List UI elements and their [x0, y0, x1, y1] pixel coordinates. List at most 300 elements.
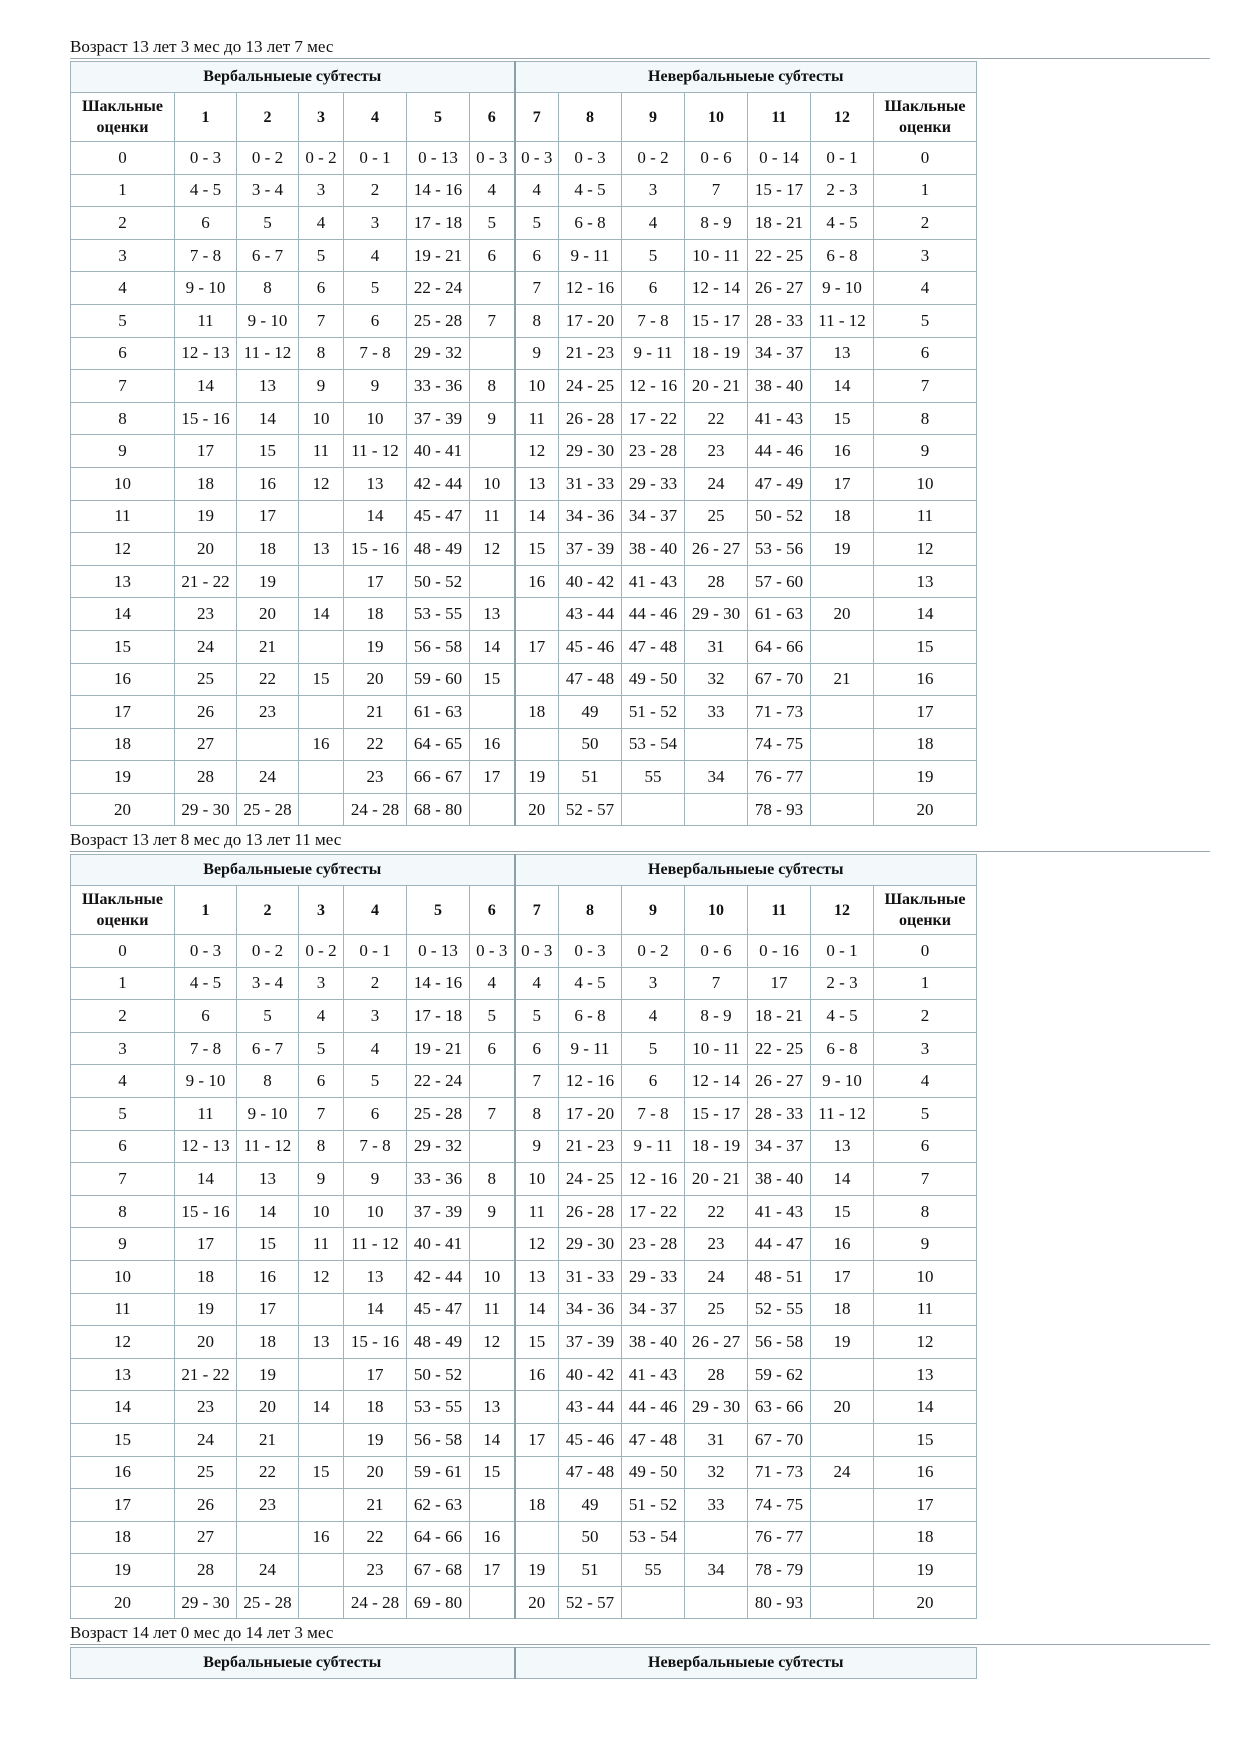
- table-row: [71, 1228, 977, 1261]
- raw-score-cell: [299, 500, 344, 533]
- raw-score-cell: 10: [344, 1195, 407, 1228]
- raw-score-cell: 17: [237, 500, 299, 533]
- raw-score-cell: 0 - 1: [344, 142, 407, 175]
- raw-score-cell: 15: [515, 533, 559, 566]
- raw-score-cell: 9 - 10: [811, 1065, 874, 1098]
- raw-score-cell: 34: [685, 761, 748, 794]
- raw-score-cell: [811, 565, 874, 598]
- raw-score-cell: [299, 1586, 344, 1619]
- table-row: [71, 1521, 977, 1554]
- scaled-score-cell: 12: [71, 1326, 175, 1359]
- raw-score-cell: 7: [515, 272, 559, 305]
- raw-score-cell: 22: [685, 1195, 748, 1228]
- raw-score-cell: 26 - 28: [559, 1195, 622, 1228]
- raw-score-cell: 47 - 49: [748, 467, 811, 500]
- scaled-score-cell-right: 17: [874, 1489, 977, 1522]
- raw-score-cell: [299, 1489, 344, 1522]
- col-header: 2: [237, 93, 299, 142]
- raw-score-cell: 49 - 50: [622, 1456, 685, 1489]
- raw-score-cell: [811, 1521, 874, 1554]
- raw-score-cell: 17: [515, 630, 559, 663]
- raw-score-cell: 37 - 39: [559, 533, 622, 566]
- raw-score-cell: 9 - 11: [559, 1032, 622, 1065]
- raw-score-cell: 13: [470, 598, 515, 631]
- raw-score-cell: 44 - 46: [622, 598, 685, 631]
- raw-score-cell: 21: [344, 1489, 407, 1522]
- raw-score-cell: 4: [622, 1000, 685, 1033]
- scaled-score-cell-right: 3: [874, 1032, 977, 1065]
- raw-score-cell: 10 - 11: [685, 1032, 748, 1065]
- raw-score-cell: 14: [237, 402, 299, 435]
- raw-score-cell: 4: [515, 967, 559, 1000]
- raw-score-cell: 22: [685, 402, 748, 435]
- raw-score-cell: 10: [470, 467, 515, 500]
- raw-score-cell: 25 - 28: [237, 1586, 299, 1619]
- raw-score-cell: 19 - 21: [407, 239, 470, 272]
- raw-score-cell: 6 - 8: [559, 1000, 622, 1033]
- raw-score-cell: 31 - 33: [559, 467, 622, 500]
- raw-score-cell: 40 - 41: [407, 435, 470, 468]
- col-header: 5: [407, 93, 470, 142]
- raw-score-cell: 0 - 1: [811, 935, 874, 968]
- raw-score-cell: 12 - 16: [622, 1163, 685, 1196]
- raw-score-cell: 7 - 8: [344, 1130, 407, 1163]
- raw-score-cell: 12: [515, 1228, 559, 1261]
- scaled-score-cell-right: 12: [874, 533, 977, 566]
- raw-score-cell: 24: [685, 467, 748, 500]
- raw-score-cell: 59 - 60: [407, 663, 470, 696]
- raw-score-cell: [470, 793, 515, 826]
- raw-score-cell: 15 - 16: [175, 402, 237, 435]
- table-row: [71, 630, 977, 663]
- raw-score-cell: 34 - 37: [622, 1293, 685, 1326]
- raw-score-cell: 41 - 43: [748, 1195, 811, 1228]
- raw-score-cell: 0 - 16: [748, 935, 811, 968]
- raw-score-cell: 5: [299, 1032, 344, 1065]
- raw-score-cell: 25: [685, 1293, 748, 1326]
- raw-score-cell: [237, 1521, 299, 1554]
- raw-score-cell: 45 - 46: [559, 1423, 622, 1456]
- table-row: [71, 598, 977, 631]
- raw-score-cell: 17: [175, 435, 237, 468]
- table-row: [71, 1423, 977, 1456]
- raw-score-cell: 7: [470, 304, 515, 337]
- raw-score-cell: 34: [685, 1554, 748, 1587]
- raw-score-cell: [515, 1391, 559, 1424]
- scaled-score-cell: 16: [71, 1456, 175, 1489]
- raw-score-cell: 20: [344, 663, 407, 696]
- raw-score-cell: 18: [515, 1489, 559, 1522]
- raw-score-cell: 14: [811, 370, 874, 403]
- raw-score-cell: 22: [237, 663, 299, 696]
- raw-score-cell: 23 - 28: [622, 435, 685, 468]
- raw-score-cell: 20: [515, 1586, 559, 1619]
- raw-score-cell: 15 - 16: [344, 533, 407, 566]
- raw-score-cell: 14: [175, 370, 237, 403]
- scaled-score-cell-right: 11: [874, 500, 977, 533]
- scaled-score-cell: 6: [71, 1130, 175, 1163]
- verbal-subtests-header: Вербальныеые субтесты: [71, 62, 515, 93]
- raw-score-cell: 13: [515, 467, 559, 500]
- raw-score-cell: 15 - 16: [175, 1195, 237, 1228]
- raw-score-cell: 22 - 25: [748, 239, 811, 272]
- raw-score-cell: 0 - 2: [237, 142, 299, 175]
- raw-score-cell: 7 - 8: [622, 1097, 685, 1130]
- raw-score-cell: 20: [237, 1391, 299, 1424]
- scaled-score-cell-right: 5: [874, 304, 977, 337]
- raw-score-cell: 20 - 21: [685, 1163, 748, 1196]
- scaled-score-cell: 1: [71, 174, 175, 207]
- raw-score-cell: 42 - 44: [407, 1260, 470, 1293]
- scaled-score-cell: 6: [71, 337, 175, 370]
- table-row: [71, 402, 977, 435]
- raw-score-cell: 26 - 28: [559, 402, 622, 435]
- raw-score-cell: 14: [175, 1163, 237, 1196]
- raw-score-cell: 33: [685, 696, 748, 729]
- raw-score-cell: 29 - 30: [685, 598, 748, 631]
- raw-score-cell: 3: [622, 174, 685, 207]
- scaled-score-cell: 19: [71, 1554, 175, 1587]
- raw-score-cell: 48 - 49: [407, 533, 470, 566]
- raw-score-cell: 12 - 16: [559, 1065, 622, 1098]
- raw-score-cell: 31: [685, 1423, 748, 1456]
- table-row: [71, 337, 977, 370]
- raw-score-cell: 15: [811, 402, 874, 435]
- raw-score-cell: 6 - 7: [237, 1032, 299, 1065]
- raw-score-cell: 6: [515, 1032, 559, 1065]
- scaled-score-cell: 5: [71, 304, 175, 337]
- raw-score-cell: 4: [515, 174, 559, 207]
- raw-score-cell: 40 - 42: [559, 1358, 622, 1391]
- raw-score-cell: [811, 728, 874, 761]
- raw-score-cell: 4: [344, 1032, 407, 1065]
- raw-score-cell: 52 - 57: [559, 793, 622, 826]
- scaled-score-cell-right: 15: [874, 1423, 977, 1456]
- col-header: 9: [622, 886, 685, 935]
- scaled-score-cell-right: 0: [874, 142, 977, 175]
- raw-score-cell: 18: [344, 1391, 407, 1424]
- raw-score-cell: 9 - 11: [559, 239, 622, 272]
- table-row: [71, 1065, 977, 1098]
- raw-score-cell: 31 - 33: [559, 1260, 622, 1293]
- raw-score-cell: 0 - 13: [407, 142, 470, 175]
- raw-score-cell: 17: [811, 467, 874, 500]
- scaled-score-cell: 9: [71, 435, 175, 468]
- raw-score-cell: 19: [515, 761, 559, 794]
- table-row: [71, 174, 977, 207]
- raw-score-cell: 8: [515, 304, 559, 337]
- raw-score-cell: [811, 630, 874, 663]
- raw-score-cell: 5: [299, 239, 344, 272]
- scaled-score-cell-right: 1: [874, 174, 977, 207]
- raw-score-cell: 12: [515, 435, 559, 468]
- col-header: 12: [811, 93, 874, 142]
- table-row: [71, 500, 977, 533]
- raw-score-cell: 22 - 24: [407, 272, 470, 305]
- scaled-score-cell: 17: [71, 1489, 175, 1522]
- raw-score-cell: 53 - 55: [407, 1391, 470, 1424]
- scaled-score-cell-right: 6: [874, 1130, 977, 1163]
- scaled-scores-table: [70, 1647, 977, 1679]
- raw-score-cell: 11 - 12: [344, 1228, 407, 1261]
- raw-score-cell: 41 - 43: [622, 1358, 685, 1391]
- raw-score-cell: 5: [470, 1000, 515, 1033]
- scaled-score-cell: 7: [71, 1163, 175, 1196]
- raw-score-cell: 17: [237, 1293, 299, 1326]
- raw-score-cell: 25: [175, 1456, 237, 1489]
- raw-score-cell: 31: [685, 630, 748, 663]
- raw-score-cell: 29 - 32: [407, 337, 470, 370]
- raw-score-cell: 9: [344, 370, 407, 403]
- raw-score-cell: 7 - 8: [622, 304, 685, 337]
- raw-score-cell: 19 - 21: [407, 1032, 470, 1065]
- scaled-score-cell: 10: [71, 1260, 175, 1293]
- raw-score-cell: 15 - 17: [685, 304, 748, 337]
- section-title: Возраст 13 лет 8 мес до 13 лет 11 мес: [70, 829, 1210, 852]
- scaled-score-cell: 15: [71, 630, 175, 663]
- col-header: 12: [811, 886, 874, 935]
- raw-score-cell: 12 - 14: [685, 1065, 748, 1098]
- raw-score-cell: 17: [811, 1260, 874, 1293]
- raw-score-cell: 14: [470, 1423, 515, 1456]
- raw-score-cell: 11: [299, 1228, 344, 1261]
- col-header: 4: [344, 886, 407, 935]
- raw-score-cell: 18 - 21: [748, 1000, 811, 1033]
- raw-score-cell: 33 - 36: [407, 1163, 470, 1196]
- table-row: [71, 272, 977, 305]
- raw-score-cell: 8 - 9: [685, 1000, 748, 1033]
- raw-score-cell: 22: [344, 1521, 407, 1554]
- raw-score-cell: 68 - 80: [407, 793, 470, 826]
- raw-score-cell: 19: [344, 1423, 407, 1456]
- table-row: [71, 793, 977, 826]
- raw-score-cell: 61 - 63: [748, 598, 811, 631]
- raw-score-cell: 0 - 3: [470, 142, 515, 175]
- raw-score-cell: [470, 1489, 515, 1522]
- scaled-score-cell: 18: [71, 728, 175, 761]
- raw-score-cell: 29 - 30: [559, 435, 622, 468]
- col-header: 4: [344, 93, 407, 142]
- raw-score-cell: 42 - 44: [407, 467, 470, 500]
- raw-score-cell: 45 - 47: [407, 1293, 470, 1326]
- raw-score-cell: 11: [470, 500, 515, 533]
- table-row: [71, 1000, 977, 1033]
- raw-score-cell: 50 - 52: [407, 1358, 470, 1391]
- raw-score-cell: 8: [299, 1130, 344, 1163]
- raw-score-cell: 34 - 37: [622, 500, 685, 533]
- raw-score-cell: 15: [470, 663, 515, 696]
- scaled-score-cell-right: 13: [874, 1358, 977, 1391]
- raw-score-cell: 17 - 22: [622, 1195, 685, 1228]
- raw-score-cell: 17: [344, 1358, 407, 1391]
- raw-score-cell: 17: [515, 1423, 559, 1456]
- raw-score-cell: 4: [470, 967, 515, 1000]
- raw-score-cell: 45 - 46: [559, 630, 622, 663]
- scaled-score-cell-right: 18: [874, 728, 977, 761]
- raw-score-cell: 50 - 52: [407, 565, 470, 598]
- raw-score-cell: 9 - 11: [622, 1130, 685, 1163]
- raw-score-cell: 37 - 39: [407, 1195, 470, 1228]
- raw-score-cell: 38 - 40: [622, 1326, 685, 1359]
- col-header: 6: [470, 93, 515, 142]
- raw-score-cell: 51: [559, 761, 622, 794]
- raw-score-cell: 21 - 22: [175, 565, 237, 598]
- col-header: 7: [515, 93, 559, 142]
- raw-score-cell: 59 - 62: [748, 1358, 811, 1391]
- raw-score-cell: 76 - 77: [748, 1521, 811, 1554]
- raw-score-cell: 10: [299, 1195, 344, 1228]
- raw-score-cell: [811, 1586, 874, 1619]
- raw-score-cell: 6 - 7: [237, 239, 299, 272]
- table-row: [71, 1293, 977, 1326]
- scaled-score-cell: 17: [71, 696, 175, 729]
- raw-score-cell: [515, 598, 559, 631]
- raw-score-cell: [299, 696, 344, 729]
- scaled-score-cell-right: 7: [874, 370, 977, 403]
- raw-score-cell: 6 - 8: [559, 207, 622, 240]
- scaled-score-cell-right: 8: [874, 1195, 977, 1228]
- raw-score-cell: 20: [811, 1391, 874, 1424]
- raw-score-cell: 18: [811, 1293, 874, 1326]
- raw-score-cell: 19: [811, 1326, 874, 1359]
- raw-score-cell: 0 - 2: [622, 142, 685, 175]
- raw-score-cell: 9 - 10: [237, 304, 299, 337]
- raw-score-cell: 11 - 12: [344, 435, 407, 468]
- raw-score-cell: 24: [811, 1456, 874, 1489]
- raw-score-cell: 3: [344, 207, 407, 240]
- raw-score-cell: 66 - 67: [407, 761, 470, 794]
- raw-score-cell: 14 - 16: [407, 174, 470, 207]
- raw-score-cell: 6 - 8: [811, 1032, 874, 1065]
- raw-score-cell: 9: [515, 337, 559, 370]
- raw-score-cell: 0 - 1: [811, 142, 874, 175]
- raw-score-cell: 13: [515, 1260, 559, 1293]
- raw-score-cell: 14: [299, 598, 344, 631]
- col-header: 9: [622, 93, 685, 142]
- raw-score-cell: 4 - 5: [559, 967, 622, 1000]
- nonverbal-subtests-header: Невербальныеые субтесты: [515, 1648, 977, 1679]
- table-row: [71, 1586, 977, 1619]
- raw-score-cell: 74 - 75: [748, 1489, 811, 1522]
- raw-score-cell: 51: [559, 1554, 622, 1587]
- verbal-subtests-header: Вербальныеые субтесты: [71, 1648, 515, 1679]
- raw-score-cell: 12 - 13: [175, 1130, 237, 1163]
- scaled-score-cell-right: 16: [874, 663, 977, 696]
- raw-score-cell: 0 - 1: [344, 935, 407, 968]
- raw-score-cell: 21: [237, 630, 299, 663]
- raw-score-cell: 23 - 28: [622, 1228, 685, 1261]
- raw-score-cell: [811, 761, 874, 794]
- raw-score-cell: [685, 1521, 748, 1554]
- age-section-14y0m-14y3m: [70, 1622, 1210, 1679]
- raw-score-cell: [299, 761, 344, 794]
- table-row: [71, 565, 977, 598]
- raw-score-cell: 29 - 30: [175, 1586, 237, 1619]
- scaled-score-cell-right: 14: [874, 598, 977, 631]
- raw-score-cell: 6: [344, 304, 407, 337]
- raw-score-cell: 0 - 3: [515, 142, 559, 175]
- raw-score-cell: 8: [470, 1163, 515, 1196]
- col-header: 1: [175, 93, 237, 142]
- scaled-score-cell-right: 2: [874, 1000, 977, 1033]
- raw-score-cell: 38 - 40: [748, 370, 811, 403]
- raw-score-cell: 34 - 37: [748, 337, 811, 370]
- raw-score-cell: [299, 1423, 344, 1456]
- raw-score-cell: 19: [515, 1554, 559, 1587]
- raw-score-cell: 23: [237, 696, 299, 729]
- raw-score-cell: 50: [559, 728, 622, 761]
- raw-score-cell: 18: [175, 1260, 237, 1293]
- raw-score-cell: 0 - 2: [299, 142, 344, 175]
- raw-score-cell: 12 - 16: [622, 370, 685, 403]
- raw-score-cell: 22: [344, 728, 407, 761]
- raw-score-cell: 29 - 30: [559, 1228, 622, 1261]
- raw-score-cell: 8: [299, 337, 344, 370]
- scaled-score-cell: 9: [71, 1228, 175, 1261]
- table-row: [71, 728, 977, 761]
- raw-score-cell: 53 - 54: [622, 728, 685, 761]
- raw-score-cell: 2: [344, 174, 407, 207]
- raw-score-cell: 27: [175, 1521, 237, 1554]
- raw-score-cell: 28: [175, 1554, 237, 1587]
- scaled-score-cell-right: 5: [874, 1097, 977, 1130]
- raw-score-cell: 4 - 5: [559, 174, 622, 207]
- scaled-score-cell: 4: [71, 1065, 175, 1098]
- raw-score-cell: 5: [515, 207, 559, 240]
- table-row: [71, 1391, 977, 1424]
- table-row: [71, 1456, 977, 1489]
- raw-score-cell: 3: [299, 174, 344, 207]
- raw-score-cell: 7: [470, 1097, 515, 1130]
- raw-score-cell: 51 - 52: [622, 1489, 685, 1522]
- raw-score-cell: 59 - 61: [407, 1456, 470, 1489]
- raw-score-cell: 19: [237, 1358, 299, 1391]
- raw-score-cell: 6: [515, 239, 559, 272]
- raw-score-cell: 21: [344, 696, 407, 729]
- raw-score-cell: [811, 1423, 874, 1456]
- scaled-score-cell: 19: [71, 761, 175, 794]
- raw-score-cell: 10: [515, 370, 559, 403]
- scaled-score-cell: 8: [71, 402, 175, 435]
- col-header: 2: [237, 886, 299, 935]
- raw-score-cell: 29 - 33: [622, 1260, 685, 1293]
- raw-score-cell: 15: [515, 1326, 559, 1359]
- raw-score-cell: 13: [237, 1163, 299, 1196]
- table-row: [71, 142, 977, 175]
- raw-score-cell: 16: [470, 1521, 515, 1554]
- raw-score-cell: 16: [470, 728, 515, 761]
- raw-score-cell: 19: [175, 1293, 237, 1326]
- raw-score-cell: 18: [811, 500, 874, 533]
- scaled-score-cell: 0: [71, 935, 175, 968]
- raw-score-cell: 20: [344, 1456, 407, 1489]
- raw-score-cell: 25 - 28: [407, 1097, 470, 1130]
- raw-score-cell: 8: [470, 370, 515, 403]
- raw-score-cell: 8: [237, 272, 299, 305]
- raw-score-cell: [515, 728, 559, 761]
- raw-score-cell: 10: [299, 402, 344, 435]
- raw-score-cell: 7: [685, 967, 748, 1000]
- raw-score-cell: [515, 663, 559, 696]
- table-row: [71, 935, 977, 968]
- scaled-score-cell: 11: [71, 1293, 175, 1326]
- raw-score-cell: 9 - 10: [175, 1065, 237, 1098]
- raw-score-cell: 24: [175, 630, 237, 663]
- col-header: 11: [748, 93, 811, 142]
- raw-score-cell: 24: [685, 1260, 748, 1293]
- raw-score-cell: 23: [237, 1489, 299, 1522]
- raw-score-cell: 19: [344, 630, 407, 663]
